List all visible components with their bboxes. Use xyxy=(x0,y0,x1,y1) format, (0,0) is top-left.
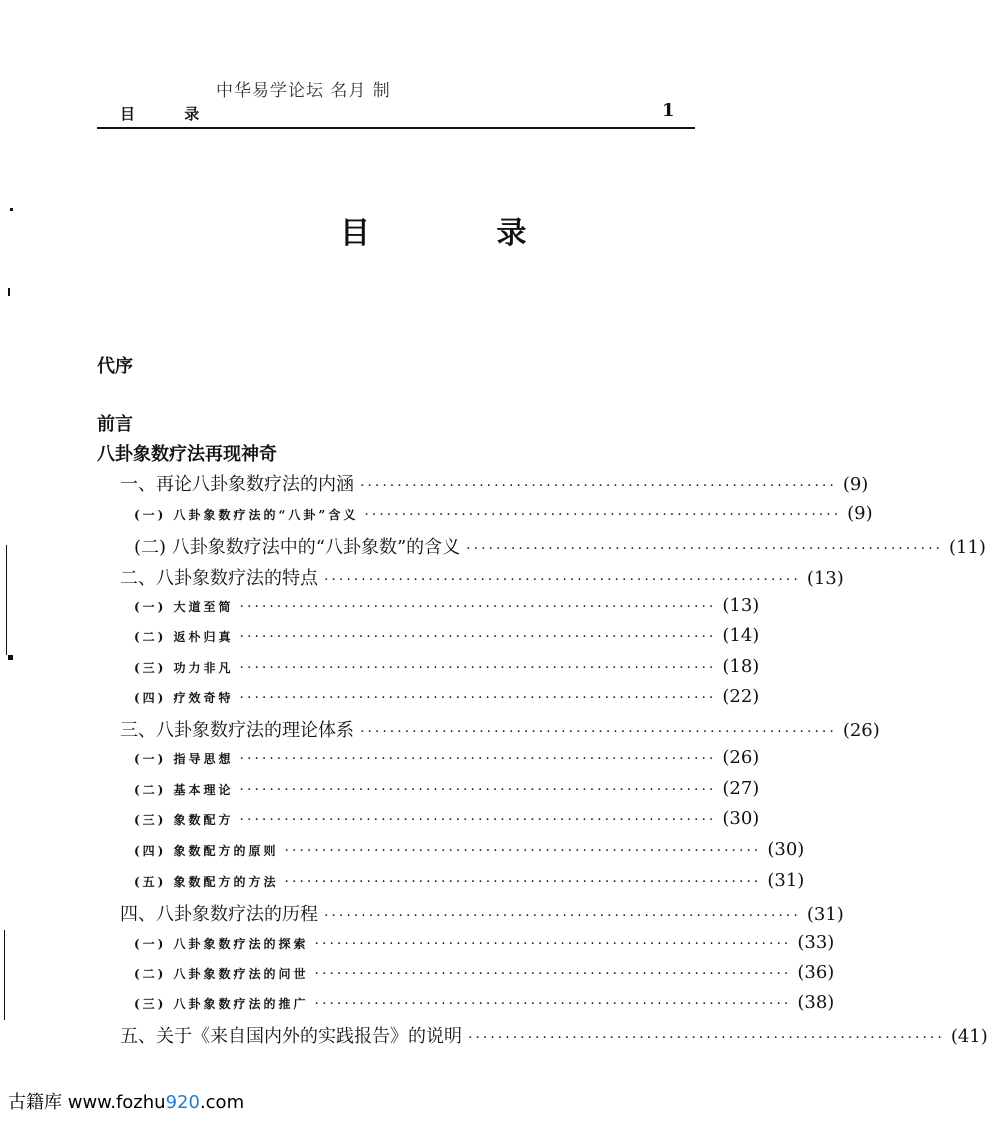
toc-entry-text: 一、再论八卦象数疗法的内涵 xyxy=(120,474,354,495)
leader-dots: ································································ xyxy=(468,1030,945,1046)
toc-entry xyxy=(120,564,844,590)
leader-dots: ································································ xyxy=(284,843,762,859)
leader-dots: ································································ xyxy=(324,572,801,588)
toc-entry xyxy=(134,656,760,677)
toc-entry xyxy=(134,870,805,891)
leader-dots: ································································ xyxy=(360,478,837,494)
footer-site-suffix: .com xyxy=(199,1092,245,1113)
toc-entry xyxy=(134,686,760,707)
toc-entry-text: (二) 基本理论 xyxy=(134,783,234,797)
toc-entry-page: (33) xyxy=(797,932,835,953)
page-title: 目 录 xyxy=(340,216,585,251)
toc-entry-page: (26) xyxy=(722,747,760,768)
leader-dots: ································································ xyxy=(239,690,717,706)
toc-entry-page: (30) xyxy=(767,839,805,860)
section-preface-alt: 代序 xyxy=(97,356,133,377)
footer-site-prefix: 古籍库 www.fozhu xyxy=(8,1092,166,1113)
toc-entry-text: (一) 指导思想 xyxy=(134,752,234,766)
toc-entry-text: 二、八卦象数疗法的特点 xyxy=(120,568,318,589)
toc-entry-text: 四、八卦象数疗法的历程 xyxy=(120,904,318,925)
section-main-heading: 八卦象数疗法再现神奇 xyxy=(97,444,277,465)
toc-entry-page: (13) xyxy=(722,595,760,616)
toc-entry xyxy=(134,625,760,646)
toc-entry-text: (三) 象数配方 xyxy=(134,813,234,827)
toc-entry-page: (14) xyxy=(722,625,760,646)
toc-entry-text: (二) 八卦象数疗法的问世 xyxy=(134,967,309,981)
toc-entry-page: (41) xyxy=(950,1026,988,1047)
toc-entry-page: (9) xyxy=(847,503,873,524)
leader-dots: ································································ xyxy=(314,966,792,982)
toc-entry-text: 三、八卦象数疗法的理论体系 xyxy=(120,720,354,741)
scan-edge-line xyxy=(6,545,7,655)
toc-entry xyxy=(134,962,835,983)
leader-dots: ································································ xyxy=(324,908,801,924)
leader-dots: ································································ xyxy=(364,507,842,523)
toc-entry xyxy=(120,470,869,496)
toc-entry-text: (三) 八卦象数疗法的推广 xyxy=(134,997,309,1011)
toc-entry-page: (18) xyxy=(722,656,760,677)
scan-speck xyxy=(8,655,13,660)
toc-entry-text: (一) 八卦象数疗法的“八卦”含义 xyxy=(134,508,359,522)
toc-entry xyxy=(120,1022,988,1048)
footer-site-link[interactable] xyxy=(8,1088,244,1114)
toc-entry xyxy=(134,595,760,616)
leader-dots: ································································ xyxy=(466,541,943,557)
toc-entry-page: (36) xyxy=(797,962,835,983)
toc-entry xyxy=(134,747,760,768)
toc-entry-page: (38) xyxy=(797,992,835,1013)
leader-dots: ································································ xyxy=(239,751,717,767)
scan-edge-line xyxy=(4,930,5,1020)
leader-dots: ································································ xyxy=(239,629,717,645)
toc-entry xyxy=(120,900,844,926)
toc-entry-text: (四) 疗效奇特 xyxy=(134,691,234,705)
scan-speck xyxy=(8,288,10,296)
toc-entry xyxy=(134,992,835,1013)
leader-dots: ································································ xyxy=(360,724,837,740)
toc-entry-text: (五) 象数配方的方法 xyxy=(134,875,279,889)
toc-entry xyxy=(134,778,760,799)
scan-speck xyxy=(10,208,13,211)
toc-entry xyxy=(134,808,760,829)
toc-entry-page: (13) xyxy=(806,568,844,589)
toc-entry-page: (11) xyxy=(948,537,986,558)
toc-entry-page: (31) xyxy=(767,870,805,891)
watermark-text: 中华易学论坛 名月 制 xyxy=(216,81,391,101)
toc-entry-page: (30) xyxy=(722,808,760,829)
header-rule xyxy=(97,127,695,129)
leader-dots: ································································ xyxy=(239,782,717,798)
toc-entry-page: (26) xyxy=(842,720,880,741)
toc-entry xyxy=(134,932,835,953)
toc-entry-page: (22) xyxy=(722,686,760,707)
running-title: 目 录 xyxy=(120,105,222,123)
leader-dots: ································································ xyxy=(314,996,792,1012)
toc-entry-text: 五、关于《来自国内外的实践报告》的说明 xyxy=(120,1026,462,1047)
leader-dots: ································································ xyxy=(239,599,717,615)
leader-dots: ································································ xyxy=(284,874,762,890)
footer-site-number: 920 xyxy=(165,1092,200,1113)
toc-entry-text: (一) 大道至简 xyxy=(134,600,234,614)
toc-entry xyxy=(134,503,873,524)
toc-entry-page: (9) xyxy=(842,474,869,495)
leader-dots: ································································ xyxy=(239,812,717,828)
toc-entry xyxy=(134,533,986,559)
toc-entry-text: (一) 八卦象数疗法的探索 xyxy=(134,937,309,951)
section-foreword: 前言 xyxy=(97,414,133,435)
page-number: 1 xyxy=(662,100,675,121)
leader-dots: ································································ xyxy=(239,660,717,676)
leader-dots: ································································ xyxy=(314,936,792,952)
toc-entry xyxy=(120,716,880,742)
toc-entry-text: (四) 象数配方的原则 xyxy=(134,844,279,858)
toc-entry-text: (三) 功力非凡 xyxy=(134,661,234,675)
toc-entry-text: (二) 八卦象数疗法中的“八卦象数”的含义 xyxy=(134,537,461,558)
toc-entry xyxy=(134,839,805,860)
toc-entry-text: (二) 返朴归真 xyxy=(134,630,234,644)
toc-entry-page: (27) xyxy=(722,778,760,799)
toc-entry-page: (31) xyxy=(806,904,844,925)
